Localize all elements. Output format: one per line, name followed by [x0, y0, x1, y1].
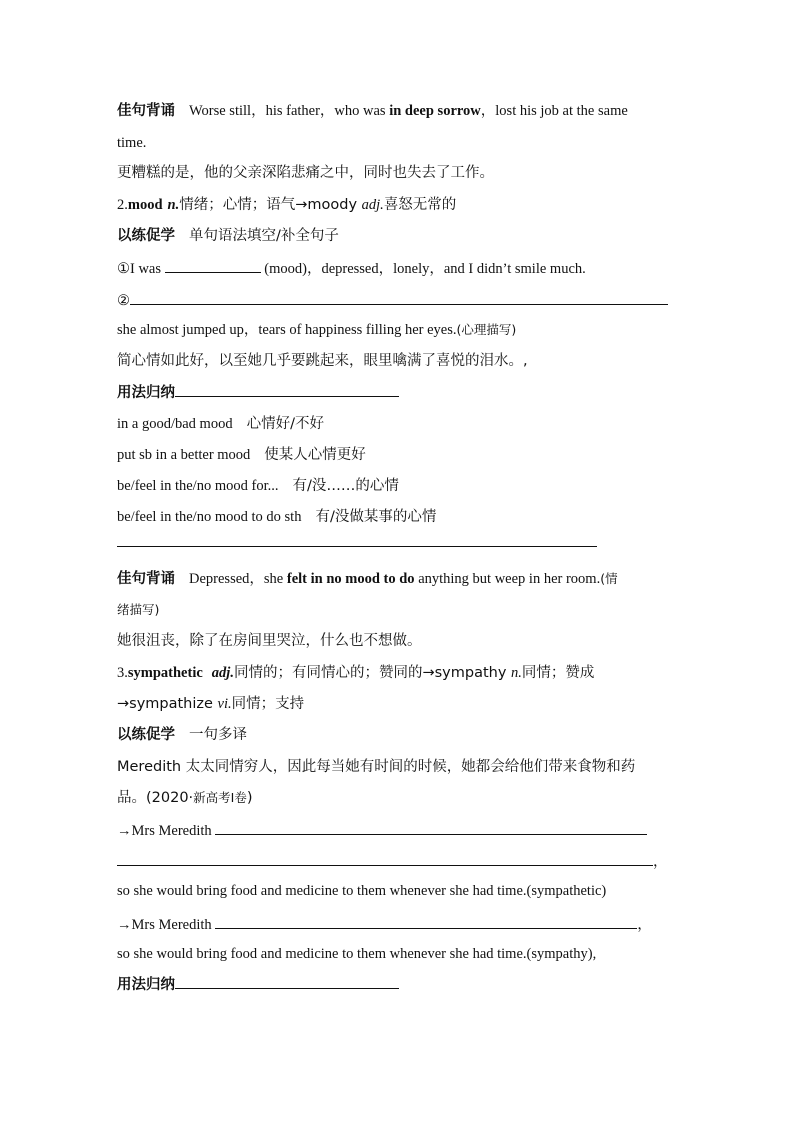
word-entry-mood: 2.mood n.情绪；心情；语气→moody adj.喜怒无常的	[117, 197, 457, 213]
key-phrase: in deep sorrow	[389, 103, 481, 119]
word-entry-sympathetic-cont: →sympathize vi.同情；支持	[117, 696, 305, 712]
key-phrase: felt in no mood to do	[286, 571, 415, 587]
headword: mood	[127, 197, 163, 213]
practice-header-2: 以练促学 单句语法填空/补全句子	[117, 228, 339, 244]
header-rule	[175, 387, 399, 397]
usage-header-3: 用法归纳	[117, 975, 399, 995]
answer-line[interactable]	[117, 850, 653, 866]
recite-sentence-1-cont: time.	[117, 135, 147, 151]
header-rule	[175, 979, 399, 989]
usage-header-2: 用法归纳	[117, 383, 399, 403]
translation-answer-2-end: so she would bring food and medicine to them whenever she had time.(sympathy),	[117, 946, 597, 962]
recite-sentence-1: 佳句背诵 Worse still，his father，who was in deep sorrow，lost his job at the same	[117, 103, 628, 119]
section-divider	[117, 546, 597, 547]
exercise-q2-sentence: she almost jumped up，tears of happiness filling her eyes.(心理描写)	[117, 322, 517, 338]
word-entry-sympathetic: 3.sympathetic adj.同情的；有同情心的；赞同的→sympathy n.同情；赞成	[117, 665, 595, 681]
translation-answer-2: →Mrs Meredith ，	[117, 913, 652, 935]
headword: sympathetic	[127, 665, 203, 681]
exercise-q2-translation: 简心情如此好，以至她几乎要跳起来，眼里噙满了喜悦的泪水。,	[117, 353, 528, 369]
exercise-q2: ②	[117, 289, 668, 311]
answer-line[interactable]	[215, 819, 647, 835]
translation-answer-1-end: so she would bring food and medicine to them whenever she had time.(sympathetic)	[117, 883, 607, 899]
usage-item: put sb in a better mood 使某人心情更好	[117, 447, 366, 463]
answer-line[interactable]	[130, 289, 668, 305]
translation-prompt-cont: 品。(2020·新高考Ⅰ卷)	[117, 790, 253, 806]
translation-prompt: Meredith 太太同情穷人，因此每当她有时间的时候，她都会给他们带来食物和药	[117, 759, 636, 775]
recite-translation-1: 更糟糕的是，他的父亲深陷悲痛之中，同时也失去了工作。	[117, 165, 494, 181]
recite-sentence-2: 佳句背诵 Depressed，she felt in no mood to do anything but weep in her room.(情	[117, 571, 618, 587]
recite-label: 佳句背诵	[117, 103, 175, 119]
usage-item: in a good/bad mood 心情好/不好	[117, 416, 324, 432]
translation-answer-1: →Mrs Meredith	[117, 819, 647, 841]
recite-sentence-2-cont: 绪描写)	[117, 602, 160, 617]
usage-item: be/feel in the/no mood to do sth 有/没做某事的心情	[117, 509, 437, 525]
recite-translation-2: 她很沮丧，除了在房间里哭泣，什么也不想做。	[117, 633, 422, 649]
usage-item: be/feel in the/no mood for... 有/没……的心情	[117, 478, 399, 494]
translation-answer-1-line2: ，	[117, 850, 668, 872]
practice-header-3: 以练促学 一句多译	[117, 727, 247, 743]
answer-blank[interactable]	[165, 257, 261, 273]
exercise-q1: ①I was (mood)，depressed，lonely，and I didn’t smile much.	[117, 257, 586, 279]
answer-line[interactable]	[215, 913, 637, 929]
